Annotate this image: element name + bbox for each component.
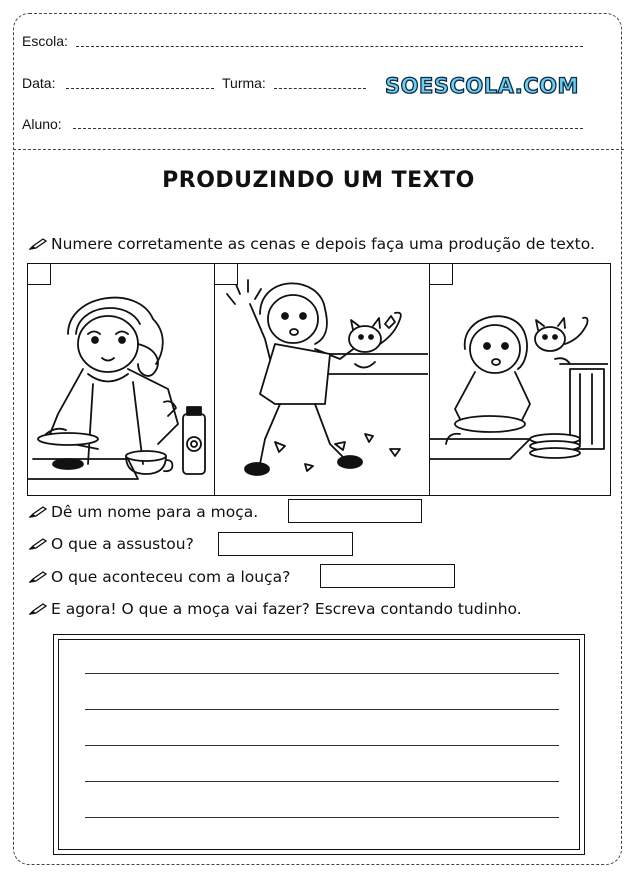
question-dishes	[29, 568, 290, 586]
scene-startled-by-cat	[214, 264, 429, 495]
question-dishes-text: O que aconteceu com a louça?	[51, 568, 291, 586]
scene-panels	[27, 263, 611, 496]
writing-line[interactable]	[85, 781, 559, 782]
answer-scare-box[interactable]	[218, 532, 353, 556]
date-label: Data:	[22, 75, 56, 91]
school-label: Escola:	[22, 33, 68, 49]
page-title: PRODUZINDO UM TEXTO	[162, 168, 475, 193]
writing-prompt-text: E agora! O que a moça vai fazer? Escreva contando tudinho.	[51, 600, 522, 618]
answer-dishes-box[interactable]	[320, 564, 455, 588]
class-field[interactable]	[274, 88, 366, 89]
class-label: Turma:	[222, 75, 266, 91]
instruction	[29, 235, 595, 253]
writing-line[interactable]	[85, 709, 559, 710]
date-field[interactable]	[66, 88, 214, 89]
pencil-icon	[29, 571, 47, 583]
scene-washing-dishes	[28, 264, 214, 495]
writing-line[interactable]	[85, 673, 559, 674]
writing-area-inner	[58, 639, 580, 850]
writing-line[interactable]	[85, 745, 559, 746]
student-label: Aluno:	[22, 116, 62, 132]
scene-startled-by-cat-illustration	[215, 264, 428, 494]
writing-line[interactable]	[85, 817, 559, 818]
writing-area[interactable]	[53, 634, 585, 855]
scene-number-box-2[interactable]	[215, 264, 238, 285]
scene-washing-dishes-illustration	[28, 264, 212, 494]
scene-holding-plates	[429, 264, 609, 495]
header-divider	[13, 149, 624, 150]
instruction-text: Numere corretamente as cenas e depois faça uma produção de texto.	[51, 235, 595, 253]
school-field[interactable]	[76, 46, 583, 47]
pencil-icon	[29, 506, 47, 518]
student-field[interactable]	[73, 128, 583, 129]
writing-prompt	[29, 600, 522, 618]
scene-number-box-1[interactable]	[28, 264, 51, 285]
soescola-logo: SOESCOLA.COM	[385, 74, 579, 98]
question-scare-text: O que a assustou?	[51, 535, 194, 553]
pencil-icon	[29, 538, 47, 550]
pencil-icon	[29, 238, 47, 250]
question-name	[29, 503, 258, 521]
question-scare	[29, 535, 194, 553]
pencil-icon	[29, 603, 47, 615]
scene-number-box-3[interactable]	[430, 264, 453, 285]
question-name-text: Dê um nome para a moça.	[51, 503, 259, 521]
scene-holding-plates-illustration	[430, 264, 608, 494]
answer-name-box[interactable]	[288, 499, 422, 523]
